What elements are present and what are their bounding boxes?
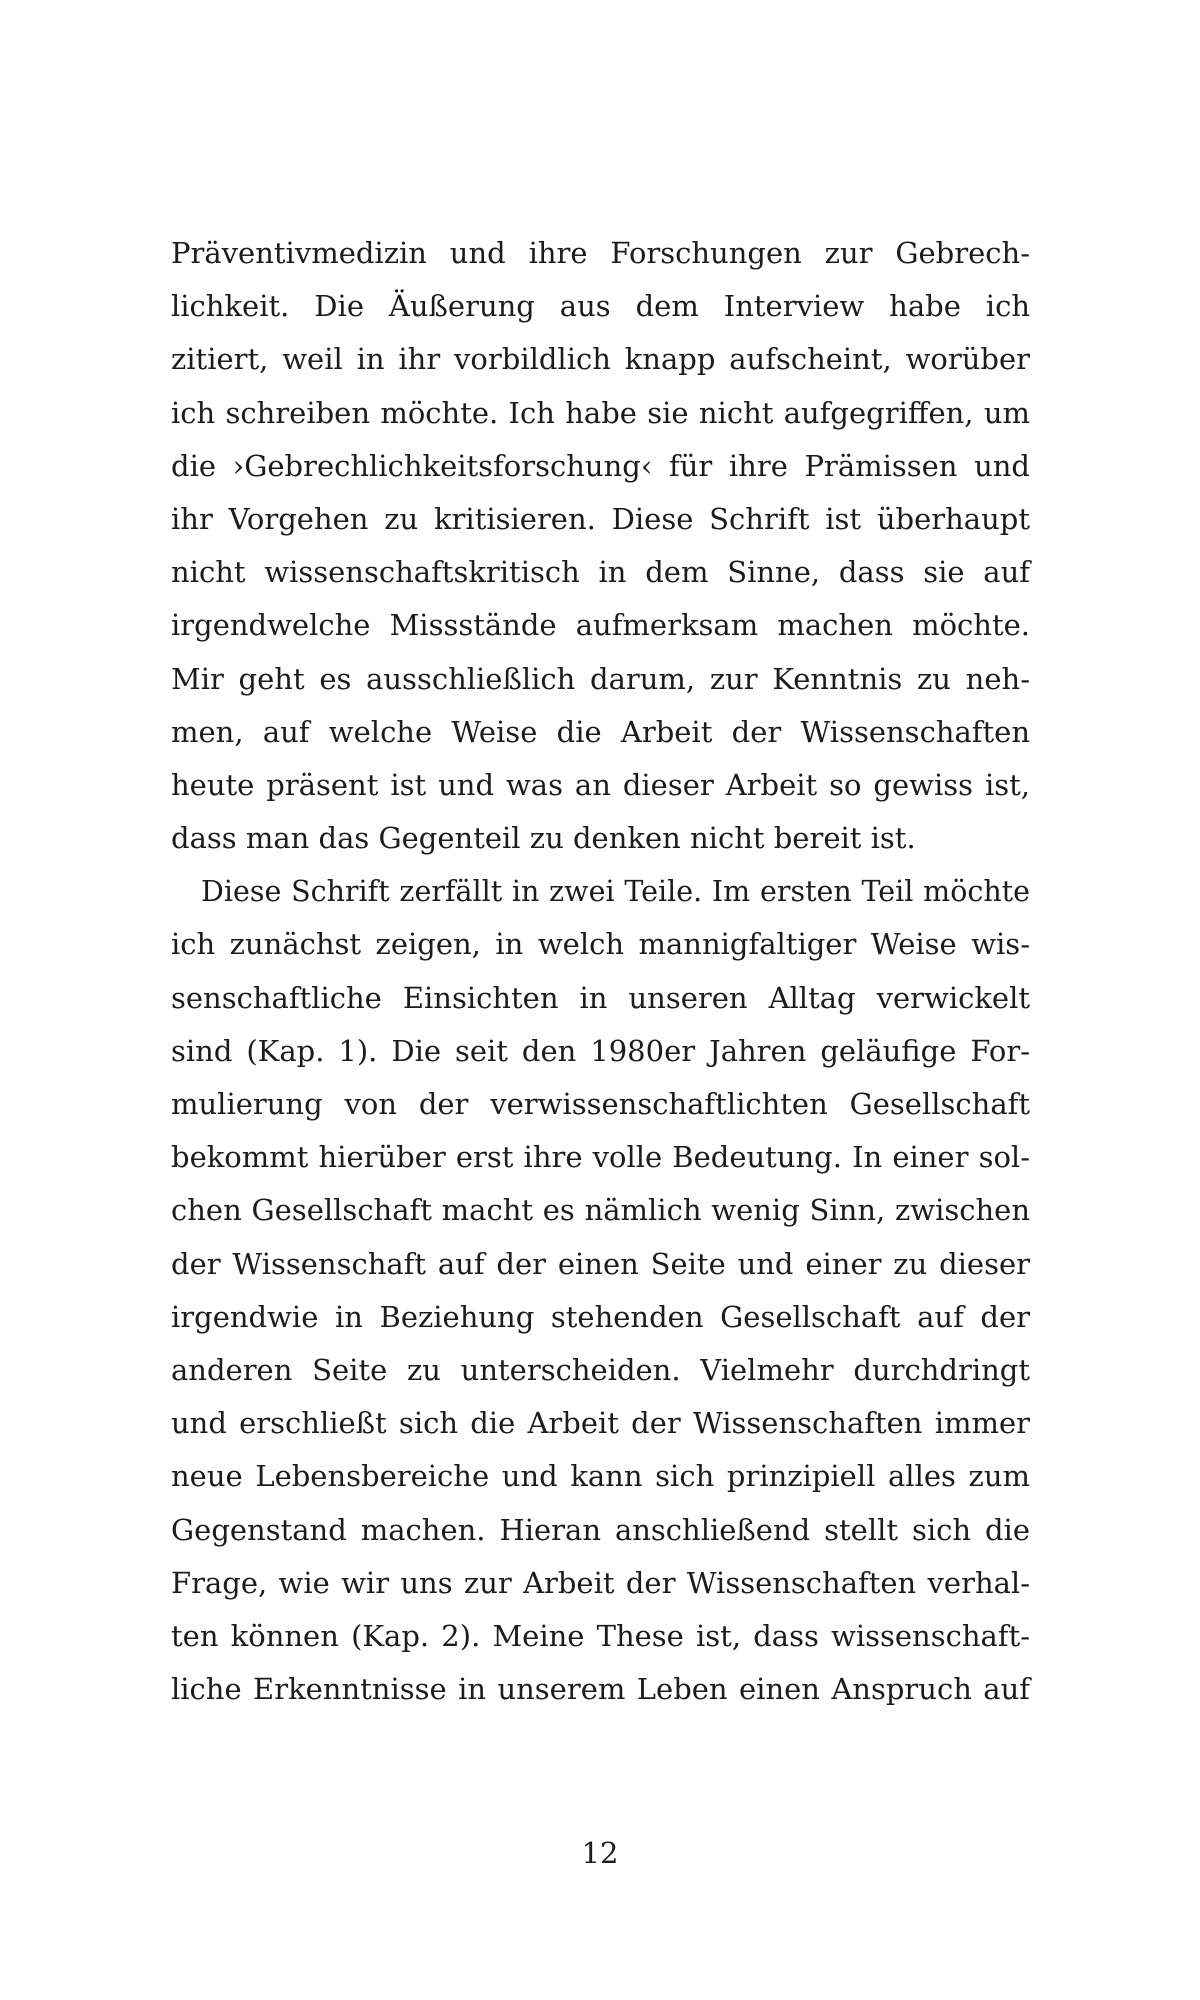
text-line: Gegenstand machen. Hieran anschließend stellt sich die (171, 1512, 1030, 1547)
text-line: ich schreiben möchte. Ich habe sie nicht aufgegriffen, um (171, 395, 1030, 430)
text-line: anderen Seite zu unterscheiden. Vielmehr durchdringt (171, 1352, 1030, 1387)
text-line: Frage, wie wir uns zur Arbeit der Wissenschaften verhal- (171, 1565, 1030, 1600)
text-line: mulierung von der verwissenschaftlichten Gesellschaft (171, 1087, 1030, 1121)
text-line: senschaftliche Einsichten in unseren Alltag verwickelt (171, 980, 1030, 1015)
text-line: bekommt hierüber erst ihre volle Bedeutung. In einer sol- (171, 1140, 1030, 1175)
text-line: irgendwelche Missstände aufmerksam machen möchte. (171, 608, 1030, 643)
text-line: Diese Schrift zerfällt in zwei Teile. Im ersten Teil möchte (201, 875, 1030, 909)
text-line: zitiert, weil in ihr vorbildlich knapp aufscheint, worüber (171, 342, 1030, 377)
text-line: dass man das Gegenteil zu denken nicht bereit ist. (171, 821, 916, 856)
text-line: Präventivmedizin und ihre Forschungen zur Gebrech- (171, 236, 1030, 270)
text-line: neue Lebensbereiche und kann sich prinzipiell alles zum (171, 1459, 1030, 1494)
text-line: der Wissenschaft auf der einen Seite und einer zu dieser (171, 1246, 1030, 1281)
text-line: chen Gesellschaft macht es nämlich wenig Sinn, zwischen (171, 1193, 1030, 1228)
text-line: liche Erkenntnisse in unserem Leben einen Anspruch auf (171, 1672, 1030, 1707)
text-line: ich zunächst zeigen, in welch mannigfaltiger Weise wis- (171, 927, 1030, 962)
page-number: 12 (581, 1836, 619, 1870)
text-line: die ›Gebrechlichkeitsforschung‹ für ihre Prämissen und (171, 448, 1030, 483)
text-line: men, auf welche Weise die Arbeit der Wissenschaften (171, 714, 1030, 749)
text-line: heute präsent ist und was an dieser Arbeit so gewiss ist, (171, 767, 1030, 802)
body-text (171, 227, 1030, 1716)
text-line: ten können (Kap. 2). Meine These ist, dass wissenschaft- (171, 1618, 1030, 1653)
text-line: ihr Vorgehen zu kritisieren. Diese Schrift ist überhaupt (171, 501, 1030, 536)
text-line: nicht wissenschaftskritisch in dem Sinne, dass sie auf (171, 555, 1030, 590)
text-line: und erschließt sich die Arbeit der Wissenschaften immer (171, 1406, 1030, 1441)
text-line: lichkeit. Die Äußerung aus dem Interview habe ich (171, 289, 1030, 324)
text-line: Mir geht es ausschließlich darum, zur Kenntnis zu neh- (171, 661, 1030, 696)
text-line: irgendwie in Beziehung stehenden Gesellschaft auf der (171, 1299, 1030, 1334)
paragraph-1 (171, 227, 1030, 865)
text-line: sind (Kap. 1). Die seit den 1980er Jahren geläufige For- (171, 1033, 1030, 1068)
paragraph-2 (171, 865, 1030, 1716)
